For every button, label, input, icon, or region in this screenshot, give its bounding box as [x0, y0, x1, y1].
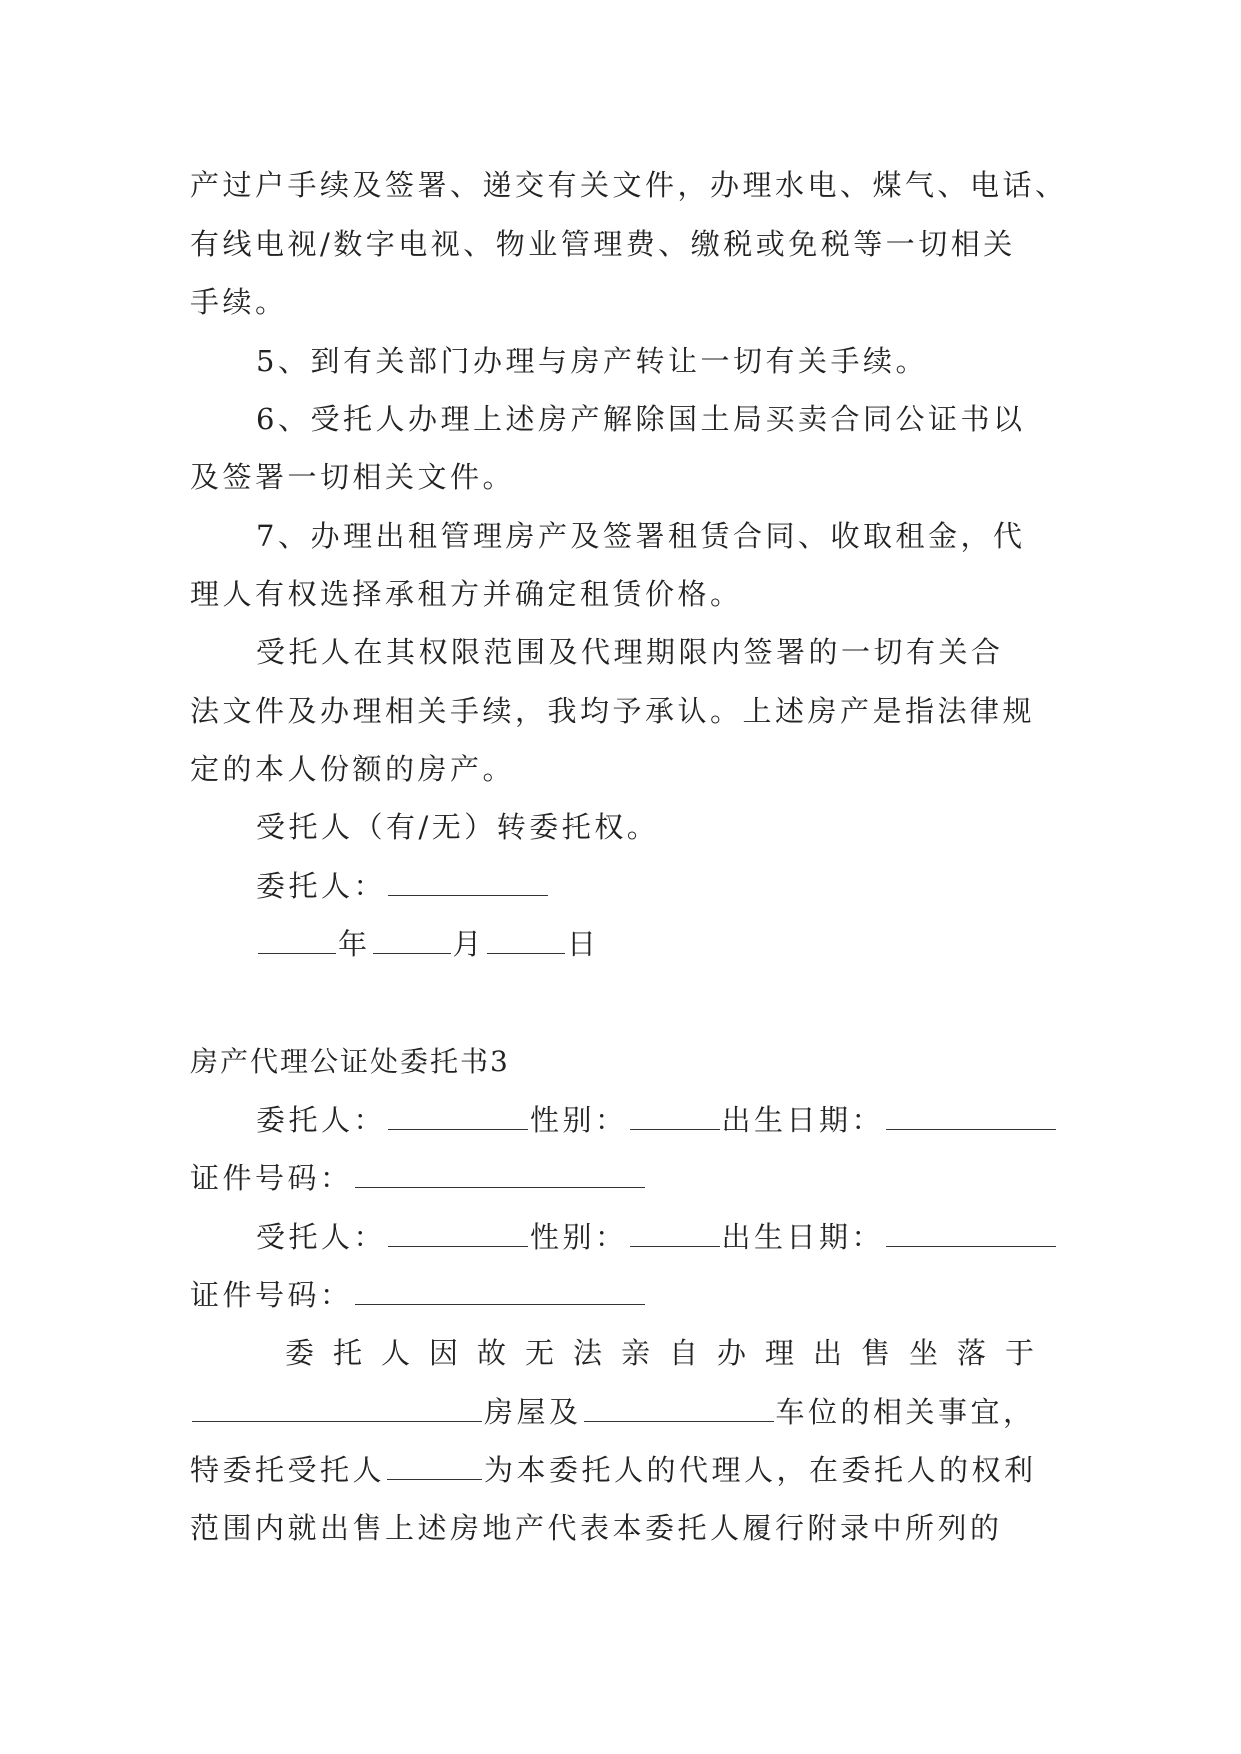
para3-line3 — [190, 1450, 1037, 1490]
month-label: 月 — [452, 927, 486, 961]
month-blank[interactable] — [373, 924, 451, 954]
principal-gender-blank[interactable] — [630, 1100, 720, 1130]
principal-label: 委托人： — [256, 1103, 387, 1137]
agent-gender-label: 性别： — [530, 1220, 628, 1254]
agent-label: 受托人： — [256, 1220, 387, 1254]
agent-name-blank[interactable] — [388, 1217, 528, 1247]
agent-birth-blank[interactable] — [886, 1217, 1056, 1247]
para1-line1: 产过户手续及签署、递交有关文件，办理水电、煤气、电话、 — [190, 168, 1068, 202]
agent-birth-label: 出生日期： — [721, 1220, 885, 1254]
parking-space-blank[interactable] — [584, 1392, 774, 1422]
principal-gender-label: 性别： — [530, 1103, 628, 1137]
sub-delegation-statement: 受托人（有/无）转委托权。 — [256, 810, 660, 844]
para3-line2-end: 车位的相关事宜， — [775, 1395, 1036, 1429]
para3-line2-mid: 房屋及 — [484, 1395, 582, 1429]
para3-line3-start: 特委托受托人 — [190, 1453, 386, 1487]
principal-info-line — [256, 1100, 1058, 1140]
para1-line3: 手续。 — [190, 285, 288, 319]
item-7-line2: 理人有权选择承租方并确定租赁价格。 — [190, 577, 743, 611]
day-label: 日 — [567, 927, 600, 961]
para2-line3: 定的本人份额的房产。 — [190, 752, 516, 786]
principal-birth-label: 出生日期： — [721, 1103, 885, 1137]
item-6-line1: 6、受托人办理上述房产解除国土局买卖合同公证书以 — [256, 402, 1026, 436]
principal-id-label: 证件号码： — [190, 1161, 353, 1195]
day-blank[interactable] — [487, 924, 565, 954]
year-blank[interactable] — [258, 924, 336, 954]
para2-line1: 受托人在其权限范围及代理期限内签署的一切有关合 — [256, 635, 1004, 669]
principal-signature-line — [256, 866, 550, 906]
para1-line2: 有线电视/数字电视、物业管理费、缴税或免税等一切相关 — [190, 227, 1016, 261]
principal-name-blank[interactable] — [388, 1100, 528, 1130]
agent-id-line — [190, 1275, 647, 1315]
para2-line2: 法文件及办理相关手续，我均予承认。上述房产是指法律规 — [190, 694, 1036, 728]
principal-id-line — [190, 1158, 647, 1198]
year-label: 年 — [338, 927, 371, 961]
para3-line4: 范围内就出售上述房地产代表本委托人履行附录中所列的 — [190, 1511, 1003, 1545]
para3-line2 — [190, 1392, 1036, 1432]
property-location-blank[interactable] — [192, 1392, 482, 1422]
item-7-line1: 7、办理出租管理房产及签署租赁合同、收取租金，代 — [256, 519, 1026, 553]
agent-id-blank[interactable] — [355, 1275, 645, 1305]
principal-birth-blank[interactable] — [886, 1100, 1056, 1130]
principal-id-blank[interactable] — [355, 1158, 645, 1188]
agent-info-line — [256, 1217, 1058, 1257]
principal-signature-label: 委托人： — [256, 869, 387, 903]
principal-signature-blank[interactable] — [388, 866, 548, 896]
section-title: 房产代理公证处委托书3 — [190, 1045, 510, 1078]
date-line — [256, 924, 600, 964]
para3-line3-end: 为本委托人的代理人，在委托人的权利 — [484, 1453, 1037, 1487]
agent-gender-blank[interactable] — [630, 1217, 720, 1247]
item-5: 5、到有关部门办理与房产转让一切有关手续。 — [256, 344, 928, 378]
para3-line1: 委托人因故无法亲自办理出售坐落于 — [285, 1336, 1054, 1370]
agent-id-label: 证件号码： — [190, 1278, 353, 1312]
item-6-line2: 及签署一切相关文件。 — [190, 460, 516, 494]
agent-appoint-blank[interactable] — [387, 1450, 482, 1480]
